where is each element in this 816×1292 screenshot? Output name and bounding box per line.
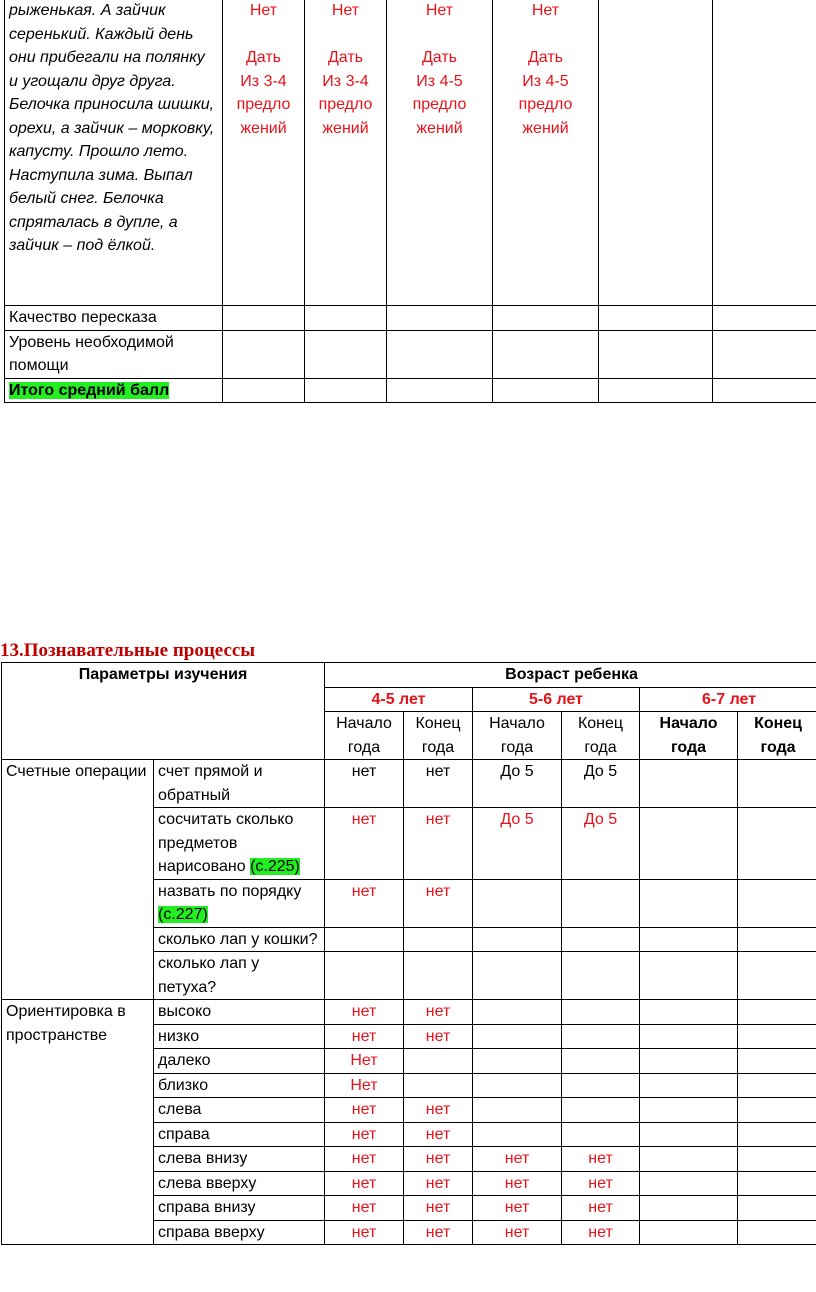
row-label: далеко: [154, 1049, 325, 1074]
empty-cell: [640, 1147, 738, 1172]
empty-cell: [473, 1049, 562, 1074]
empty-cell: [387, 306, 493, 331]
value-cell: нет: [562, 1171, 640, 1196]
value-cell: [738, 760, 816, 808]
empty-cell: [640, 1122, 738, 1147]
empty-cell: [387, 330, 493, 378]
empty-cell: [305, 378, 387, 403]
empty-cell: [404, 952, 473, 1000]
empty-cell: [562, 1049, 640, 1074]
table-row: [5, 0, 816, 306]
section-title: 13.Познавательные процессы: [0, 640, 256, 661]
table-row: [2, 760, 816, 808]
empty-cell: [738, 1122, 816, 1147]
empty-cell: [738, 1147, 816, 1172]
empty-cell: [473, 1024, 562, 1049]
value-cell: нет: [325, 879, 404, 927]
empty-cell: [640, 952, 738, 1000]
value-cell: нет: [325, 808, 404, 880]
period-end: Конец года: [738, 712, 816, 760]
empty-cell: [640, 1171, 738, 1196]
value-cell: До 5: [473, 760, 562, 808]
value-cell: До 5: [473, 808, 562, 880]
empty-cell: [473, 1098, 562, 1123]
empty-cell: [738, 1000, 816, 1025]
empty-cell: [493, 330, 599, 378]
empty-cell: [404, 1073, 473, 1098]
empty-cell: [640, 1196, 738, 1221]
assessment-cell: Нет Дать Из 4-5 предло жений: [493, 0, 599, 306]
row-label: справа: [154, 1122, 325, 1147]
empty-cell: [404, 927, 473, 952]
row-label: низко: [154, 1024, 325, 1049]
empty-cell: [713, 330, 816, 378]
retelling-table: [4, 0, 816, 403]
value-cell: нет: [325, 1000, 404, 1025]
empty-cell: [562, 1000, 640, 1025]
age-header: Возраст ребенка: [325, 663, 816, 688]
row-label: сколько лап у петуха?: [154, 952, 325, 1000]
empty-cell: [640, 1024, 738, 1049]
value-cell: [738, 808, 816, 880]
value-cell: [640, 808, 738, 880]
row-label: назвать по порядку (с.227): [154, 879, 325, 927]
empty-cell: [562, 1122, 640, 1147]
age-4-5: 4-5 лет: [325, 687, 473, 712]
value-cell: нет: [325, 760, 404, 808]
cognitive-table: [1, 662, 816, 1245]
table-row: [5, 378, 816, 403]
param-header: Параметры изучения: [2, 663, 325, 760]
row-label: справа вверху: [154, 1220, 325, 1245]
empty-cell: [223, 330, 305, 378]
value-cell: нет: [473, 1171, 562, 1196]
value-cell: нет: [562, 1196, 640, 1221]
value-cell: нет: [473, 1196, 562, 1221]
value-cell: нет: [404, 1024, 473, 1049]
value-cell: нет: [404, 808, 473, 880]
empty-cell: [325, 952, 404, 1000]
group-label: Счетные операции: [2, 760, 154, 1000]
empty-cell: [562, 1073, 640, 1098]
empty-cell: [325, 927, 404, 952]
value-cell: нет: [325, 1098, 404, 1123]
value-cell: нет: [404, 1147, 473, 1172]
value-cell: нет: [325, 1147, 404, 1172]
value-cell: нет: [325, 1220, 404, 1245]
empty-cell: [473, 927, 562, 952]
value-cell: [562, 879, 640, 927]
empty-cell: [738, 952, 816, 1000]
value-cell: нет: [473, 1147, 562, 1172]
row-label: близко: [154, 1073, 325, 1098]
page-ref: (с.225): [250, 858, 300, 875]
empty-cell: [738, 1171, 816, 1196]
empty-cell: [473, 952, 562, 1000]
value-cell: нет: [404, 1196, 473, 1221]
empty-cell: [738, 1098, 816, 1123]
row-label: слева: [154, 1098, 325, 1123]
value-cell: нет: [404, 1171, 473, 1196]
value-cell: [640, 879, 738, 927]
value-cell: Нет: [325, 1073, 404, 1098]
empty-cell: [713, 306, 816, 331]
group-label: Ориентировка в пространстве: [2, 1000, 154, 1245]
empty-cell: [599, 378, 713, 403]
empty-cell: [738, 1196, 816, 1221]
value-cell: нет: [404, 760, 473, 808]
empty-cell: [640, 1220, 738, 1245]
row-label: слева внизу: [154, 1147, 325, 1172]
empty-cell: [640, 1098, 738, 1123]
value-cell: нет: [325, 1196, 404, 1221]
empty-cell: [473, 1073, 562, 1098]
value-cell: [738, 879, 816, 927]
empty-cell: [738, 927, 816, 952]
value-cell: До 5: [562, 808, 640, 880]
header-row: [2, 663, 816, 688]
period-start: Начало года: [325, 712, 404, 760]
empty-cell: [599, 306, 713, 331]
empty-cell: [473, 1000, 562, 1025]
row-label: справа внизу: [154, 1196, 325, 1221]
empty-cell: [404, 1049, 473, 1074]
empty-cell: [640, 927, 738, 952]
empty-cell: [738, 1073, 816, 1098]
avg-score-label: Итого средний балл: [5, 378, 223, 403]
value-cell: нет: [404, 1122, 473, 1147]
table-row: [5, 330, 816, 378]
value-cell: нет: [562, 1220, 640, 1245]
row-label: высоко: [154, 1000, 325, 1025]
empty-cell: [599, 0, 713, 306]
value-cell: нет: [562, 1147, 640, 1172]
assessment-cell: Нет Дать Из 3-4 предло жений: [305, 0, 387, 306]
empty-cell: [493, 378, 599, 403]
table-row: [2, 1000, 816, 1025]
value-cell: нет: [404, 1098, 473, 1123]
story-text: рыженькая. А зайчик серенький. Каждый день они прибегали на полянку и угощали друг друга. Белочка приносила шишки, орехи, а зайчик – морковку, капусту. Прошло лето. Наступила зима. Выпал белый снег. Белочка спряталась в дупле, а зайчик – под ёлкой.: [5, 0, 223, 306]
assessment-cell: Нет Дать Из 4-5 предло жений: [387, 0, 493, 306]
empty-cell: [305, 330, 387, 378]
row-label: сосчитать сколько предметов нарисовано (с.225): [154, 808, 325, 880]
empty-cell: [223, 306, 305, 331]
empty-cell: [738, 1220, 816, 1245]
help-level-label: Уровень необходимой помощи: [5, 330, 223, 378]
value-cell: нет: [404, 1220, 473, 1245]
value-cell: нет: [473, 1220, 562, 1245]
value-cell: [640, 760, 738, 808]
value-cell: До 5: [562, 760, 640, 808]
empty-cell: [305, 306, 387, 331]
quality-label: Качество пересказа: [5, 306, 223, 331]
period-end: Конец года: [562, 712, 640, 760]
period-start: Начало года: [640, 712, 738, 760]
value-cell: [473, 879, 562, 927]
assessment-cell: Нет Дать Из 3-4 предло жений: [223, 0, 305, 306]
period-end: Конец года: [404, 712, 473, 760]
empty-cell: [387, 378, 493, 403]
age-5-6: 5-6 лет: [473, 687, 640, 712]
empty-cell: [473, 1122, 562, 1147]
row-label: сколько лап у кошки?: [154, 927, 325, 952]
value-cell: Нет: [325, 1049, 404, 1074]
table-row: [5, 306, 816, 331]
empty-cell: [562, 1098, 640, 1123]
period-start: Начало года: [473, 712, 562, 760]
value-cell: нет: [404, 879, 473, 927]
empty-cell: [713, 0, 816, 306]
value-cell: нет: [325, 1024, 404, 1049]
value-cell: нет: [404, 1000, 473, 1025]
empty-cell: [713, 378, 816, 403]
row-label: счет прямой и обратный: [154, 760, 325, 808]
empty-cell: [562, 927, 640, 952]
empty-cell: [738, 1049, 816, 1074]
empty-cell: [640, 1000, 738, 1025]
empty-cell: [223, 378, 305, 403]
value-cell: нет: [325, 1122, 404, 1147]
empty-cell: [562, 1024, 640, 1049]
page-ref: (с.227): [158, 906, 208, 923]
empty-cell: [562, 952, 640, 1000]
empty-cell: [599, 330, 713, 378]
row-label: слева вверху: [154, 1171, 325, 1196]
empty-cell: [493, 306, 599, 331]
value-cell: нет: [325, 1171, 404, 1196]
empty-cell: [640, 1073, 738, 1098]
age-6-7: 6-7 лет: [640, 687, 816, 712]
empty-cell: [640, 1049, 738, 1074]
empty-cell: [738, 1024, 816, 1049]
